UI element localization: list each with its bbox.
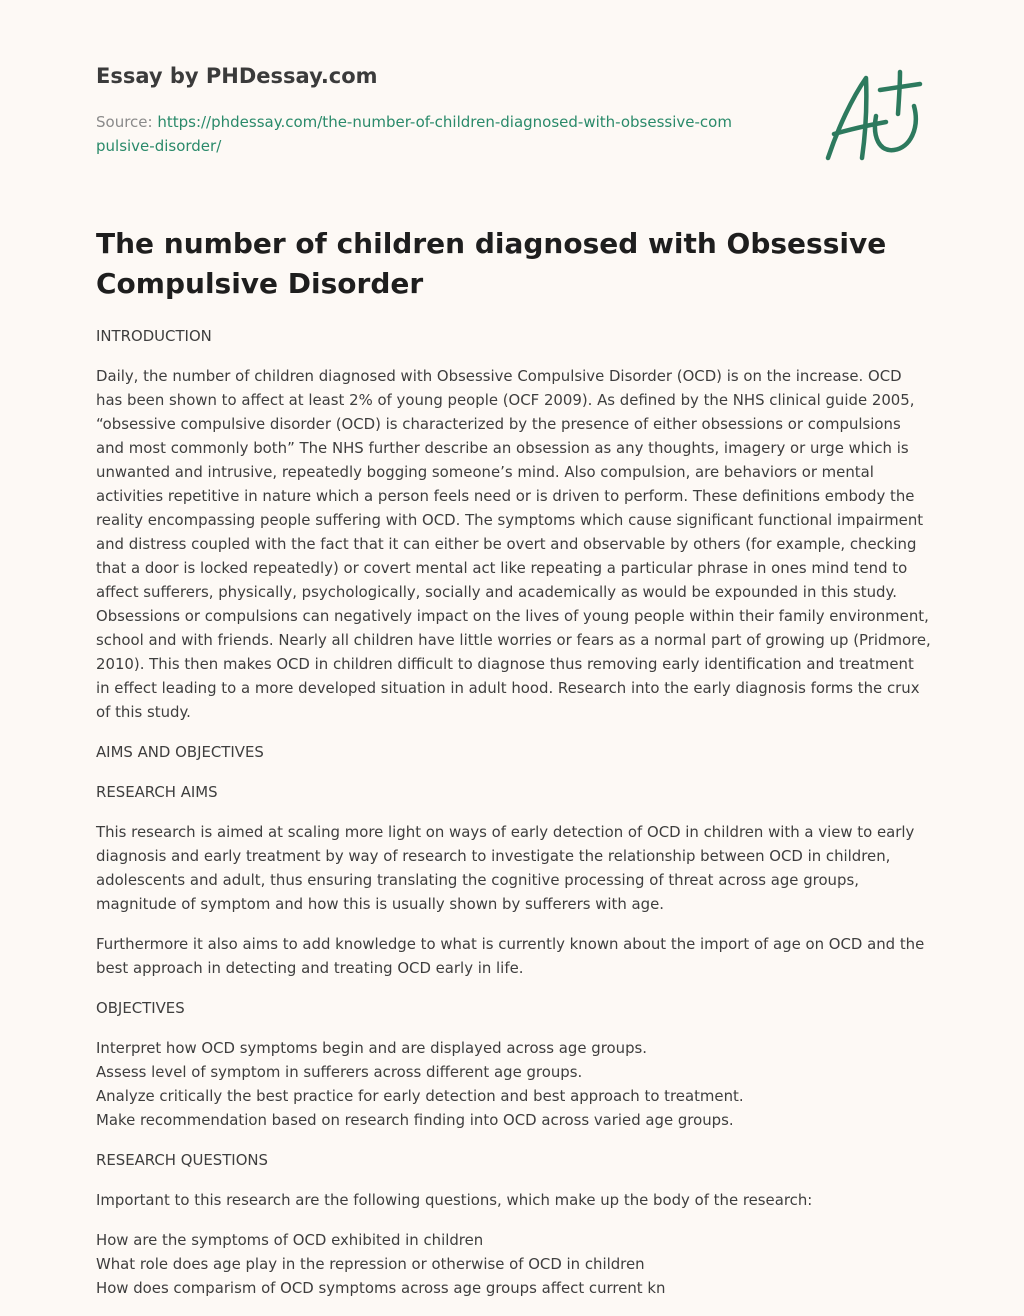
intro-heading: INTRODUCTION — [96, 327, 212, 345]
aims-heading: AIMS AND OBJECTIVES — [96, 743, 264, 761]
essay-title: The number of children diagnosed with Obsessive Compulsive Disorder — [96, 227, 887, 300]
intro-paragraph: Daily, the number of children diagnosed with Obsessive Compulsive Disorder (OCD) is on the increase. OCD has been shown to affect at least 2% of young people (OCF 2009). As defined by the NHS clinical guide 2005, “obsessive compulsive disorder (OCD) is characterized by the presence of either obsessions or compulsions and most commonly both” The NHS further describe an obsession as any thoughts, imagery or urge which is unwanted and intrusive, repeatedly bogging someone’s mind. Also compulsion, are behaviors or mental activities repetitive in nature which a person feels need or is driven to perform. These definitions embody the reality encompassing people suffering with OCD. The symptoms which cause significant functional impairment and distress coupled with the fact that it can either be overt and observable by others (for example, checking that a door is locked repeatedly) or covert mental act like repeating a particular phrase in ones mind tend to affect sufferers, physically, psychologically, socially and academically as would be expounded in this study. Obsessions or compulsions can negatively impact on the lives of young people within their family environment, school and with friends. Nearly all children have little worries or fears as a normal part of growing up (Pridmore, 2010). This then makes OCD in children difficult to diagnose thus removing early identification and treatment in effect leading to a more developed situation in adult hood. Research into the early diagnosis forms the crux of this study. — [96, 367, 931, 721]
list-item: Analyze critically the best practice for early detection and best approach to treatment. — [96, 1087, 744, 1105]
aims-paragraph: Furthermore it also aims to add knowledge to what is currently known about the import of age on OCD and the best approach in detecting and treating OCD early in life. — [96, 935, 925, 977]
questions-heading: RESEARCH QUESTIONS — [96, 1151, 269, 1169]
list-item: Assess level of symptom in sufferers across different age groups. — [96, 1063, 583, 1081]
list-item: How does comparism of OCD symptoms across age groups affect current kn — [96, 1279, 666, 1297]
list-item: Interpret how OCD symptoms begin and are displayed across age groups. — [96, 1039, 648, 1057]
essay-body — [96, 324, 932, 1316]
list-item: How are the symptoms of OCD exhibited in children — [96, 1231, 484, 1249]
objectives-list — [96, 1036, 932, 1132]
source-line — [96, 110, 736, 158]
questions-intro: Important to this research are the following questions, which make up the body of the research: — [96, 1191, 813, 1209]
list-item: What role does age play in the repression or otherwise of OCD in children — [96, 1255, 645, 1273]
site-brand: Essay by PHDessay.com — [96, 64, 378, 88]
objectives-heading: OBJECTIVES — [96, 999, 185, 1017]
list-item: Make recommendation based on research finding into OCD across varied age groups. — [96, 1111, 734, 1129]
source-label: Source: — [96, 113, 158, 131]
research-aims-heading: RESEARCH AIMS — [96, 783, 218, 801]
source-link[interactable]: https://phdessay.com/the-number-of-children-diagnosed-with-obsessive-compulsive-disorder/ — [96, 113, 732, 155]
questions-list — [96, 1228, 932, 1300]
a-plus-logo-icon — [820, 68, 930, 168]
aims-paragraph: This research is aimed at scaling more light on ways of early detection of OCD in children with a view to early diagnosis and early treatment by way of research to investigate the relationship between OCD in children, adolescents and adult, thus ensuring translating the cognitive processing of threat across age groups, magnitude of symptom and how this is usually shown by sufferers with age. — [96, 823, 915, 913]
